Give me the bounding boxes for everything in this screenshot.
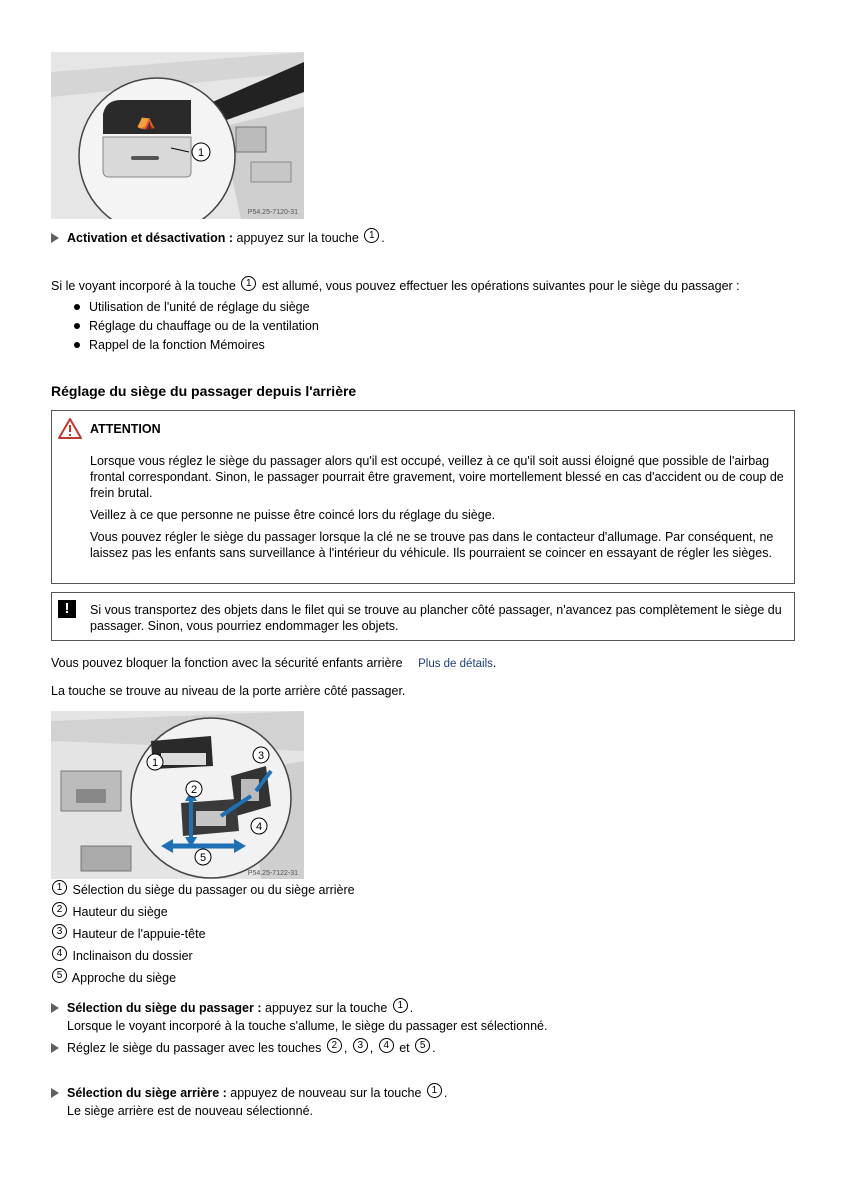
- legend-text: Approche du siège: [71, 971, 177, 985]
- step-end: .: [381, 231, 385, 245]
- callout-5-icon: 5: [52, 968, 67, 983]
- door-switch-figure-2: [51, 711, 304, 879]
- rear-door-switch-illustration: [51, 711, 304, 879]
- separator: ,: [343, 1041, 348, 1055]
- legend-item: [52, 967, 355, 989]
- separator: ,: [369, 1041, 374, 1055]
- intro-part1: Si le voyant incorporé à la touche: [51, 279, 236, 293]
- step-label: Sélection du siège arrière :: [67, 1086, 227, 1100]
- intro-paragraph: [51, 277, 740, 295]
- step-arrow-icon: [51, 1043, 59, 1053]
- list-item: Rappel de la fonction Mémoires: [74, 336, 319, 355]
- callout-1: 1: [151, 757, 159, 769]
- step-arrow-icon: [51, 233, 59, 243]
- step-adjust: [51, 1039, 436, 1057]
- callout-3-icon: 3: [52, 924, 67, 939]
- legend-text: Hauteur du siège: [72, 905, 168, 919]
- step-end: .: [409, 1001, 414, 1015]
- step-detail: Le siège arrière est de nouveau sélectionné.: [67, 1104, 313, 1118]
- step-end: .: [443, 1086, 448, 1100]
- section-title: Réglage du siège du passager depuis l'arrière: [51, 383, 357, 399]
- callout-1-icon: 1: [241, 276, 256, 291]
- callout-4-icon: 4: [52, 946, 67, 961]
- callout-1-icon: 1: [427, 1083, 442, 1098]
- step-select-passenger: [51, 999, 547, 1035]
- legend-text: Inclinaison du dossier: [72, 949, 193, 963]
- warning-paragraph: Vous pouvez régler le siège du passager lorsque la clé ne se trouve pas dans le contacteur d'allumage. Par conséquent, ne laissez pas les enfants sans surveillance à l'intérieur du véhicule. Ils pourraient se coincer en essayant de régler les sièges.: [90, 530, 774, 560]
- legend-item: [52, 923, 355, 945]
- step-end: .: [432, 1041, 436, 1055]
- legend-text: Hauteur de l'appuie-tête: [72, 927, 206, 941]
- step-text: Réglez le siège du passager avec les touches: [67, 1041, 322, 1055]
- child-lock-paragraph: [51, 654, 496, 673]
- callout-3: 3: [257, 750, 265, 762]
- legend-item: [52, 879, 355, 901]
- step-activation: [51, 229, 385, 247]
- warning-title: ATTENTION: [90, 422, 161, 436]
- step-label: Sélection du siège du passager :: [67, 1001, 262, 1015]
- intro-part2: est allumé, vous pouvez effectuer les opérations suivantes pour le siège du passager :: [261, 279, 740, 293]
- callout-2-icon: 2: [327, 1038, 342, 1053]
- location-paragraph: La touche se trouve au niveau de la porte arrière côté passager.: [51, 684, 406, 698]
- child-lock-end: .: [492, 656, 497, 670]
- door-switch-figure-1: [51, 52, 304, 219]
- svg-text:1: 1: [197, 147, 205, 159]
- callout-1-icon: 1: [393, 998, 408, 1013]
- door-switch-illustration-1: [51, 52, 304, 219]
- callout-4: 4: [255, 821, 263, 833]
- figure-code: P54.25-7120-31: [247, 209, 298, 216]
- callout-2: 2: [190, 784, 198, 796]
- legend-text: Sélection du siège du passager ou du siège arrière: [72, 883, 355, 897]
- callout-5-icon: 5: [415, 1038, 430, 1053]
- callout-1-icon: 1: [364, 228, 379, 243]
- warning-paragraph: Lorsque vous réglez le siège du passager alors qu'il est occupé, veillez à ce qu'il soit aussi éloigné que possible de l'airbag frontal correspondant. Sinon, le passager pourrait être gravement, voire mortellement blessé en cas d'accident ou de coup de frein brutal.: [90, 454, 784, 500]
- step-label: Activation et désactivation :: [67, 231, 234, 245]
- callout-5: 5: [199, 852, 207, 864]
- more-details-link[interactable]: Plus de détails: [418, 658, 493, 670]
- figure-code: P54.25-7122-31: [247, 870, 298, 877]
- warning-paragraph: Veillez à ce que personne ne puisse être coincé lors du réglage du siège.: [90, 508, 496, 522]
- child-lock-text: Vous pouvez bloquer la fonction avec la sécurité enfants arrière: [51, 656, 403, 670]
- warning-triangle-icon: [57, 417, 83, 440]
- notice-box: [51, 592, 795, 641]
- step-detail: Lorsque le voyant incorporé à la touche s'allume, le siège du passager est sélectionné.: [67, 1019, 548, 1033]
- warning-body: [90, 453, 790, 567]
- svg-text:⛺: ⛺: [136, 111, 156, 130]
- callout-4-icon: 4: [379, 1038, 394, 1053]
- list-item: Réglage du chauffage ou de la ventilation: [74, 317, 319, 336]
- callout-3-icon: 3: [353, 1038, 368, 1053]
- step-text: appuyez sur la touche: [265, 1001, 388, 1015]
- legend-item: [52, 945, 355, 967]
- step-arrow-icon: [51, 1088, 59, 1098]
- conjunction: et: [399, 1041, 410, 1055]
- legend-item: [52, 901, 355, 923]
- notice-text: Si vous transportez des objets dans le filet qui se trouve au plancher côté passager, n'avancez pas complètement le siège du passager. Sinon, vous pourriez endommager les objets.: [90, 603, 782, 633]
- callout-1-icon: 1: [52, 880, 67, 895]
- exclamation-icon: !: [58, 600, 76, 618]
- legend: [52, 879, 355, 989]
- operations-list: [74, 298, 319, 355]
- step-select-rear: [51, 1084, 447, 1120]
- step-text: appuyez de nouveau sur la touche: [230, 1086, 422, 1100]
- callout-2-icon: 2: [52, 902, 67, 917]
- step-arrow-icon: [51, 1003, 59, 1013]
- list-item: Utilisation de l'unité de réglage du siège: [74, 298, 319, 317]
- step-text: appuyez sur la touche: [236, 231, 359, 245]
- warning-box: [51, 410, 795, 584]
